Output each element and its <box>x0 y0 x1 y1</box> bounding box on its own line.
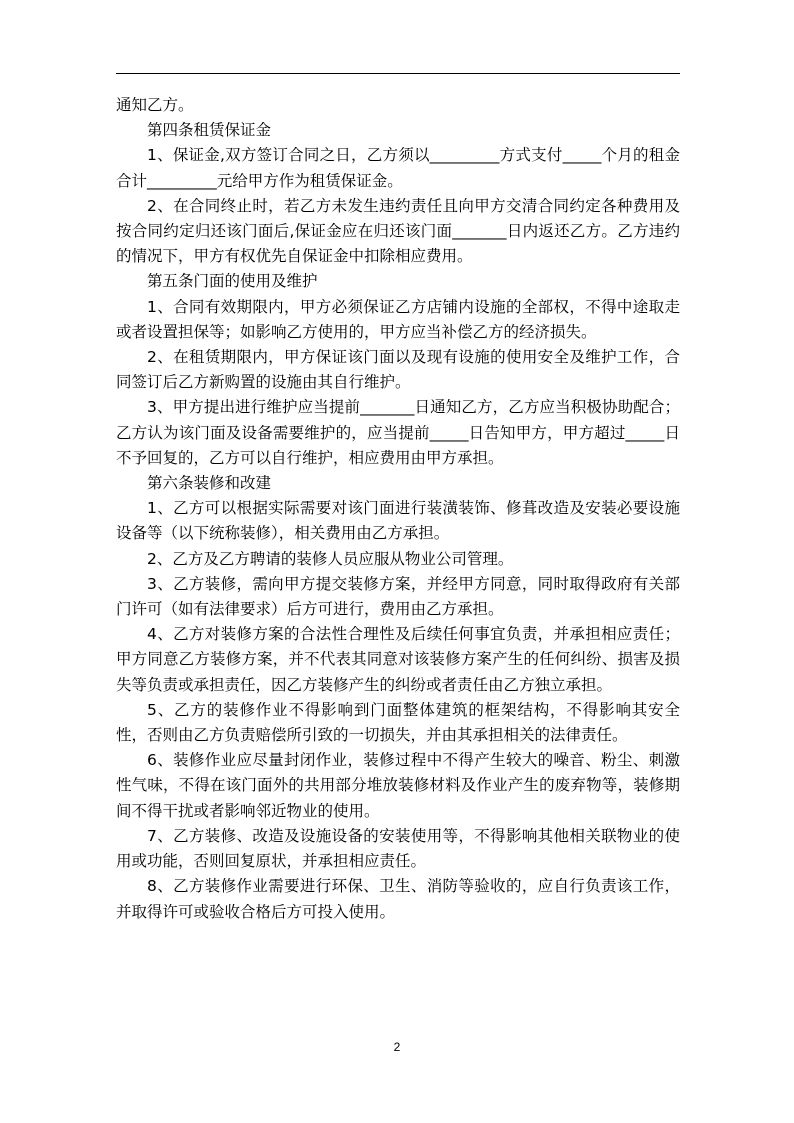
paragraph: 5、乙方的装修作业不得影响到门面整体建筑的框架结构，不得影响其安全性，否则由乙方负责赔偿所引致的一切损失，并由其承担相关的法律责任。 <box>116 700 680 745</box>
paragraph: 2、在租赁期限内，甲方保证该门面以及现有设施的使用安全及维护工作，合同签订后乙方新购置的设施由其自行维护。 <box>116 348 680 392</box>
paragraph: 8、乙方装修作业需要进行环保、卫生、消防等验收的，应自行负责该工作，并取得许可或验收合格后方可投入使用。 <box>116 877 680 921</box>
paragraph: 1、乙方可以根据实际需要对该门面进行装潢装饰、修葺改造及安装必要设施设备等（以下统称装修），相关费用由乙方承担。 <box>116 499 680 543</box>
page-number: 2 <box>393 1040 401 1054</box>
section-heading: 第五条门面的使用及维护 <box>147 272 318 291</box>
paragraph: 7、乙方装修、改造及设施设备的安装使用等，不得影响其他相关联物业的使用或功能，否则回复原状，并承担相应责任。 <box>116 826 680 871</box>
paragraph: 4、乙方对装修方案的合法性合理性及后续任何事宜负责，并承担相应责任；甲方同意乙方装修方案，并不代表其同意对该装修方案产生的任何纠纷、损害及损失等负责或承担责任，因乙方装修产生的纠纷或者责任由乙方独立承担。 <box>116 625 680 694</box>
paragraph: 通知乙方。 <box>116 96 194 114</box>
header-rule <box>116 73 680 74</box>
paragraph: 1、合同有效期限内，甲方必须保证乙方店铺内设施的全部权，不得中途取走或者设置担保等；如影响乙方使用的，甲方应当补偿乙方的经济损失。 <box>116 297 680 341</box>
paragraph: 2、在合同终止时，若乙方未发生违约责任且向甲方交清合同约定各种费用及按合同约定归还该门面后,保证金应在归还该门面_______日内返还乙方。乙方违约的情况下，甲方有权优先自保证金中扣除相应费用。 <box>116 196 680 266</box>
paragraph: 3、乙方装修，需向甲方提交装修方案，并经甲方同意，同时取得政府有关部门许可（如有法律要求）后方可进行，费用由乙方承担。 <box>116 574 680 619</box>
document-body <box>116 93 680 925</box>
section-heading: 第六条装修和改建 <box>147 474 272 493</box>
paragraph: 1、保证金,双方签订合同之日，乙方须以_________方式支付_____个月的租金合计_________元给甲方作为租赁保证金。 <box>116 146 680 190</box>
paragraph: 2、乙方及乙方聘请的装修人员应服从物业公司管理。 <box>147 549 514 568</box>
paragraph: 3、甲方提出进行维护应当提前_______日通知乙方，乙方应当积极协助配合；乙方认为该门面及设备需要维护的，应当提前_____日告知甲方，甲方超过_____日不予回复的，乙方可以自行维护，相应费用由甲方承担。 <box>116 398 680 467</box>
section-heading: 第四条租赁保证金 <box>147 121 272 140</box>
paragraph: 6、装修作业应尽量封闭作业，装修过程中不得产生较大的噪音、粉尘、刺激性气味，不得在该门面外的共用部分堆放装修材料及作业产生的废弃物等，装修期间不得干扰或者影响邻近物业的使用。 <box>116 751 680 820</box>
